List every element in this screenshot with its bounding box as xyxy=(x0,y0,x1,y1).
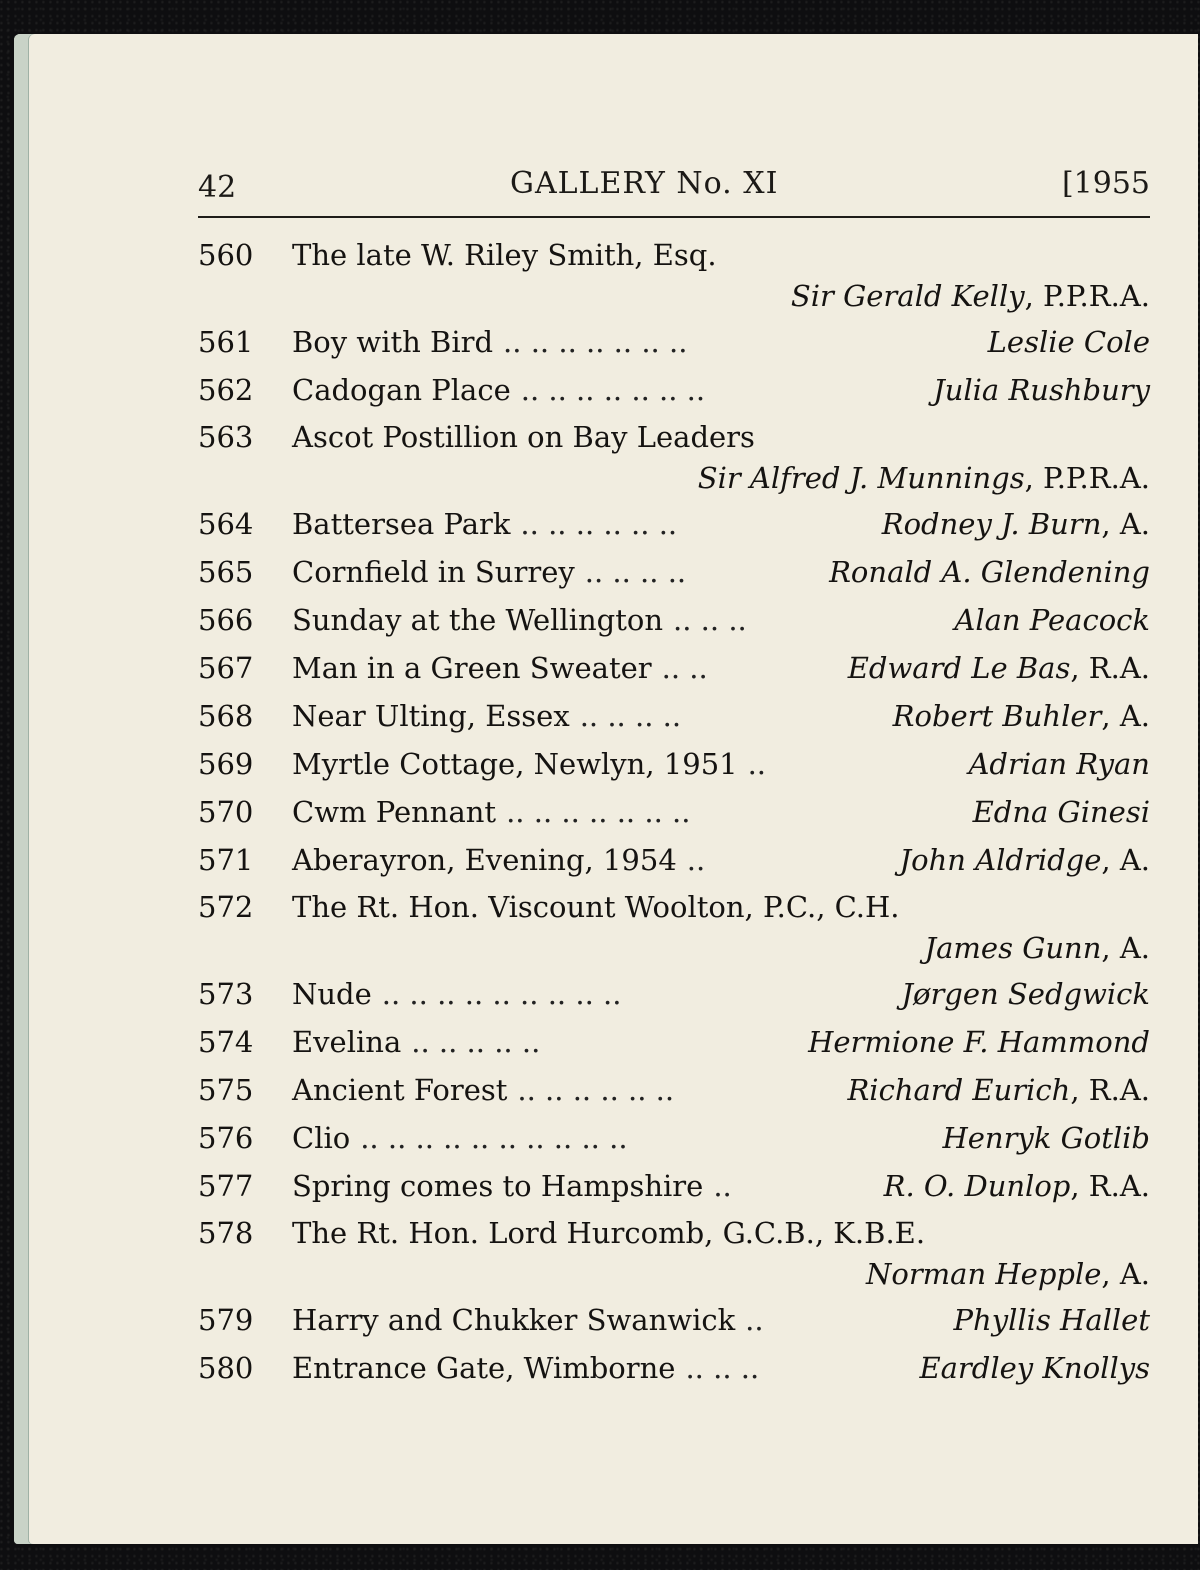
entry-dots: .. xyxy=(713,1169,732,1203)
entry-dots: .. .. .. .. .. .. .. .. .. .. xyxy=(360,1121,628,1155)
artist xyxy=(925,931,1150,965)
entry-title: Aberayron, Evening, 1954 xyxy=(292,843,677,877)
gallery-title: GALLERY No. XI xyxy=(510,166,779,201)
artist xyxy=(919,1344,1150,1392)
entry-dots: .. .. .. .. .. xyxy=(411,1025,541,1059)
catalogue-entry xyxy=(198,232,1150,314)
entry-dots: .. xyxy=(686,843,706,877)
artist xyxy=(808,1018,1150,1066)
entry-title: Ancient Forest xyxy=(292,1073,508,1107)
entry-number: 580 xyxy=(198,1351,254,1385)
entry-title: Cornfield in Surrey xyxy=(292,555,575,589)
page-header xyxy=(198,162,1150,210)
artist xyxy=(988,318,1150,366)
entry-number: 572 xyxy=(198,890,254,924)
artist-name: Adrian Ryan xyxy=(968,747,1150,781)
artist xyxy=(884,1162,1150,1210)
artist-name: Richard Eurich xyxy=(847,1073,1071,1107)
entry-number: 571 xyxy=(198,843,254,877)
artist-line xyxy=(198,278,1150,314)
artist-name: Norman Hepple xyxy=(865,1257,1102,1291)
page-number: 42 xyxy=(198,170,237,205)
catalogue-entry xyxy=(198,740,1150,788)
artist-name: Edna Ginesi xyxy=(972,795,1150,829)
artist-name: Leslie Cole xyxy=(987,325,1150,359)
catalogue-entry xyxy=(198,788,1150,836)
year: [1955 xyxy=(1061,166,1150,201)
entry-number: 573 xyxy=(198,977,254,1011)
artist-name: Sir Alfred J. Munnings xyxy=(697,461,1025,495)
catalogue-entry xyxy=(198,548,1150,596)
catalogue-entry xyxy=(198,1018,1150,1066)
entry-number: 567 xyxy=(198,651,254,685)
entry-title: Cadogan Place xyxy=(292,373,511,407)
catalogue-entry xyxy=(198,970,1150,1018)
catalogue-entry xyxy=(198,884,1150,966)
artist xyxy=(791,279,1150,313)
artist-name: Julia Rushbury xyxy=(933,373,1150,407)
artist xyxy=(900,836,1150,884)
catalogue-entry xyxy=(198,366,1150,414)
entry-title: Cwm Pennant xyxy=(292,795,497,829)
entry-title: Harry and Chukker Swanwick xyxy=(292,1303,736,1337)
catalogue-entry xyxy=(198,500,1150,548)
entry-number: 563 xyxy=(198,420,254,454)
artist-suffix: , P.P.R.A. xyxy=(1024,279,1150,313)
entry-dots: .. .. .. .. .. .. .. xyxy=(520,373,706,407)
catalogue-entry xyxy=(198,596,1150,644)
artist xyxy=(973,788,1150,836)
entry-number: 562 xyxy=(198,373,254,407)
artist xyxy=(954,596,1150,644)
catalogue-entry xyxy=(198,644,1150,692)
entry-dots: .. .. .. .. .. .. xyxy=(520,507,678,541)
artist-name: Eardley Knollys xyxy=(919,1351,1150,1385)
entry-number: 566 xyxy=(198,603,254,637)
catalogue-entry xyxy=(198,1066,1150,1114)
entry-number: 574 xyxy=(198,1025,254,1059)
catalogue-entry xyxy=(198,1296,1150,1344)
catalogue-entry xyxy=(198,1210,1150,1292)
entry-dots: .. .. .. xyxy=(685,1351,760,1385)
artist-name: James Gunn xyxy=(924,931,1102,965)
entry-number: 577 xyxy=(198,1169,254,1203)
artist xyxy=(893,692,1150,740)
catalogue-entry xyxy=(198,414,1150,496)
entry-number: 565 xyxy=(198,555,254,589)
entry-title: Battersea Park xyxy=(292,507,511,541)
artist-suffix: , R.A. xyxy=(1070,1169,1150,1203)
artist xyxy=(882,500,1150,548)
artist-name: Rodney J. Burn xyxy=(881,507,1102,541)
artist xyxy=(968,740,1150,788)
entry-dots: .. .. .. xyxy=(673,603,747,637)
entry-title: Sunday at the Wellington xyxy=(292,603,664,637)
artist-suffix: , A. xyxy=(1101,507,1150,541)
catalogue-entry xyxy=(198,318,1150,366)
catalogue-entry xyxy=(198,1162,1150,1210)
artist-suffix: , A. xyxy=(1101,931,1150,965)
artist-name: Henryk Gotlib xyxy=(942,1121,1150,1155)
entry-title: Ascot Postillion on Bay Leaders xyxy=(292,420,755,454)
artist-suffix: , A. xyxy=(1101,699,1150,733)
entry-number: 569 xyxy=(198,747,254,781)
entry-title: Nude xyxy=(292,977,372,1011)
entry-title: Man in a Green Sweater xyxy=(292,651,652,685)
catalogue-entry xyxy=(198,1114,1150,1162)
entry-dots: .. .. .. .. .. .. .. .. .. xyxy=(381,977,622,1011)
entry-number: 576 xyxy=(198,1121,254,1155)
entry-title: The Rt. Hon. Lord Hurcomb, G.C.B., K.B.E. xyxy=(292,1216,926,1250)
entry-title: The Rt. Hon. Viscount Woolton, P.C., C.H. xyxy=(292,890,900,924)
artist xyxy=(942,1114,1150,1162)
artist xyxy=(901,970,1150,1018)
entry-title: Boy with Bird xyxy=(292,325,494,359)
entry-dots: .. .. .. .. xyxy=(584,555,687,589)
artist-name: Hermione F. Hammond xyxy=(808,1025,1150,1059)
artist-suffix: , A. xyxy=(1101,1257,1150,1291)
artist-line xyxy=(198,930,1150,966)
artist-name: Jørgen Sedgwick xyxy=(901,977,1150,1011)
entry-number: 578 xyxy=(198,1216,254,1250)
artist-suffix: , R.A. xyxy=(1070,651,1150,685)
artist xyxy=(954,1296,1150,1344)
entry-title: Near Ulting, Essex xyxy=(292,699,570,733)
artist-line xyxy=(198,460,1150,496)
entry-dots: .. .. .. .. .. .. .. xyxy=(503,325,688,359)
entry-title: Myrtle Cottage, Newlyn, 1951 xyxy=(292,747,738,781)
entry-number: 568 xyxy=(198,699,254,733)
entry-title: The late W. Riley Smith, Esq. xyxy=(292,238,717,272)
entry-number: 570 xyxy=(198,795,254,829)
entry-dots: .. .. xyxy=(661,651,708,685)
catalogue-entry xyxy=(198,1344,1150,1392)
artist xyxy=(829,548,1150,596)
artist-name: Sir Gerald Kelly xyxy=(790,279,1025,313)
header-rule xyxy=(198,216,1150,218)
artist-suffix: , A. xyxy=(1101,843,1150,877)
artist-name: John Aldridge xyxy=(899,843,1102,877)
artist-name: Phyllis Hallet xyxy=(953,1303,1150,1337)
artist xyxy=(848,644,1150,692)
entry-title: Evelina xyxy=(292,1025,402,1059)
catalogue-entry xyxy=(198,836,1150,884)
entry-dots: .. .. .. .. xyxy=(579,699,682,733)
artist-name: R. O. Dunlop xyxy=(883,1169,1071,1203)
entry-dots: .. xyxy=(747,747,767,781)
artist-name: Alan Peacock xyxy=(954,603,1150,637)
artist xyxy=(698,461,1150,495)
artist-line xyxy=(198,1256,1150,1292)
artist-name: Robert Buhler xyxy=(892,699,1102,733)
artist xyxy=(933,366,1150,414)
entry-number: 560 xyxy=(198,238,254,272)
entry-title: Spring comes to Hampshire xyxy=(292,1169,704,1203)
catalogue-entry xyxy=(198,692,1150,740)
entry-title: Entrance Gate, Wimborne xyxy=(292,1351,676,1385)
artist-suffix: , R.A. xyxy=(1070,1073,1150,1107)
artist xyxy=(866,1257,1150,1291)
entry-number: 564 xyxy=(198,507,254,541)
artist xyxy=(847,1066,1150,1114)
entry-number: 579 xyxy=(198,1303,254,1337)
artist-name: Edward Le Bas xyxy=(847,651,1071,685)
entry-dots: .. .. .. .. .. .. xyxy=(517,1073,675,1107)
artist-name: Ronald A. Glendening xyxy=(829,555,1150,589)
artist-suffix: , P.P.R.A. xyxy=(1024,461,1150,495)
entry-dots: .. .. .. .. .. .. .. xyxy=(506,795,691,829)
entry-dots: .. xyxy=(745,1303,764,1337)
entry-number: 575 xyxy=(198,1073,254,1107)
entry-title: Clio xyxy=(292,1121,351,1155)
entry-number: 561 xyxy=(198,325,254,359)
catalogue-entries xyxy=(198,232,1150,1392)
